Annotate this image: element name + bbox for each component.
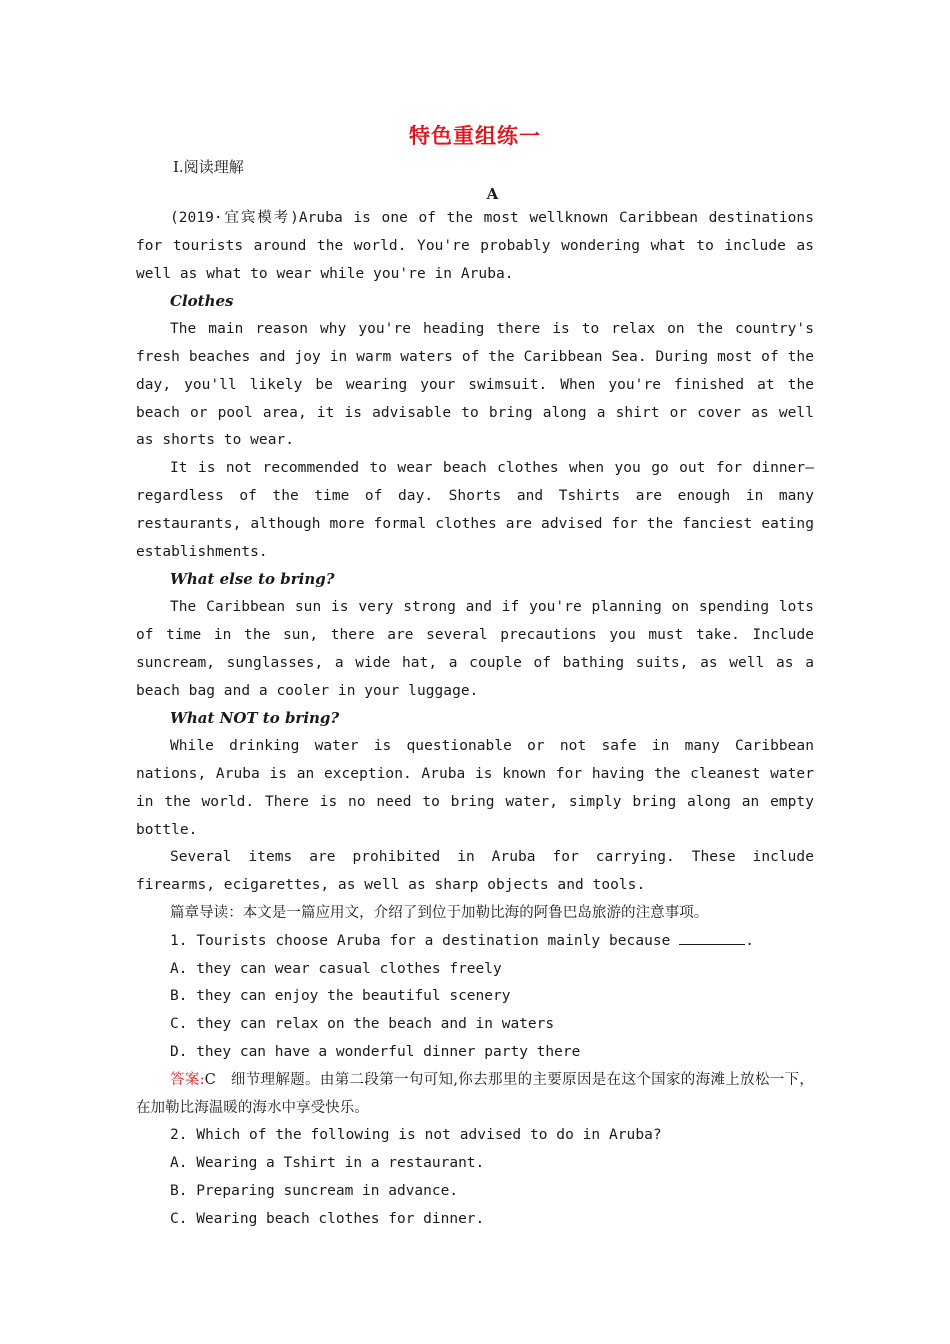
question-1-option-d: D. they can have a wonderful dinner party there <box>170 1043 581 1060</box>
question-1-stem <box>136 928 814 956</box>
question-1-option-c: C. they can relax on the beach and in waters <box>170 1016 555 1033</box>
answer-explanation: C 细节理解题。由第二段第一句可知,你去那里的主要原因是在这个国家的海滩上放松一下，在加勒比海温暖的海水中享受快乐。 <box>136 1071 814 1116</box>
question-2-option-a: A. Wearing a Tshirt in a restaurant. <box>170 1155 485 1172</box>
intro-paragraph: (2019·宜宾模考)Aruba is one of the most wellknown Caribbean destinations for tourists around the world. You're probably wondering what to include as well as what to wear while you're in Aruba. <box>136 210 814 282</box>
passage-guide: 篇章导读：本文是一篇应用文，介绍了到位于加勒比海的阿鲁巴岛旅游的注意事项。 <box>170 904 709 921</box>
what-else-paragraph: The Caribbean sun is very strong and if you're planning on spending lots of time in the sun, there are several precautions you must take. Include suncream, sunglasses, a wide hat, a couple of bathing suits, as well as a beach bag and a cooler in your luggage. <box>136 599 814 699</box>
question-2-stem: 2. Which of the following is not advised to do in Aruba? <box>170 1127 662 1144</box>
question-1-end: . <box>745 932 755 949</box>
question-2-option-c: C. Wearing beach clothes for dinner. <box>170 1210 485 1227</box>
answer-label: 答案: <box>170 1071 205 1088</box>
what-not-paragraph-2: Several items are prohibited in Aruba for carrying. These include firearms, ecigarettes, as well as sharp objects and tools. <box>136 849 814 894</box>
clothes-paragraph-1: The main reason why you're heading there is to relax on the country's fresh beaches and joy in warm waters of the Caribbean Sea. During most of the day, you'll likely be wearing your swimsuit. When you're finished at the beach or pool area, it is advisable to bring along a shirt or cover as well as shorts to wear. <box>136 321 814 449</box>
clothes-paragraph-2: It is not recommended to wear beach clothes when you go out for dinner—regardless of the time of day. Shorts and Tshirts are enough in many restaurants, although more formal clothes are advised for the fanciest eating establishments. <box>136 460 814 560</box>
heading-what-else: What else to bring? <box>170 570 335 589</box>
what-not-paragraph-1: While drinking water is questionable or not safe in many Caribbean nations, Aruba is an exception. Aruba is known for having the cleanest water in the world. There is no need to bring water, simply bring along an empty bottle. <box>136 738 814 838</box>
question-1-option-a: A. they can wear casual clothes freely <box>170 960 502 977</box>
heading-clothes: Clothes <box>170 292 234 311</box>
section-heading: Ⅰ.阅读理解 <box>173 158 244 176</box>
question-1-answer <box>136 1067 814 1123</box>
answer-blank <box>679 932 745 945</box>
page-title: 特色重组练一 <box>409 123 541 148</box>
passage-label: A <box>486 185 499 203</box>
question-1-option-b: B. they can enjoy the beautiful scenery <box>170 988 511 1005</box>
question-1-text: 1. Tourists choose Aruba for a destination mainly because <box>170 932 680 949</box>
heading-what-not: What NOT to bring? <box>170 709 340 728</box>
question-2-option-b: B. Preparing suncream in advance. <box>170 1182 459 1199</box>
passage-body <box>136 205 814 1233</box>
